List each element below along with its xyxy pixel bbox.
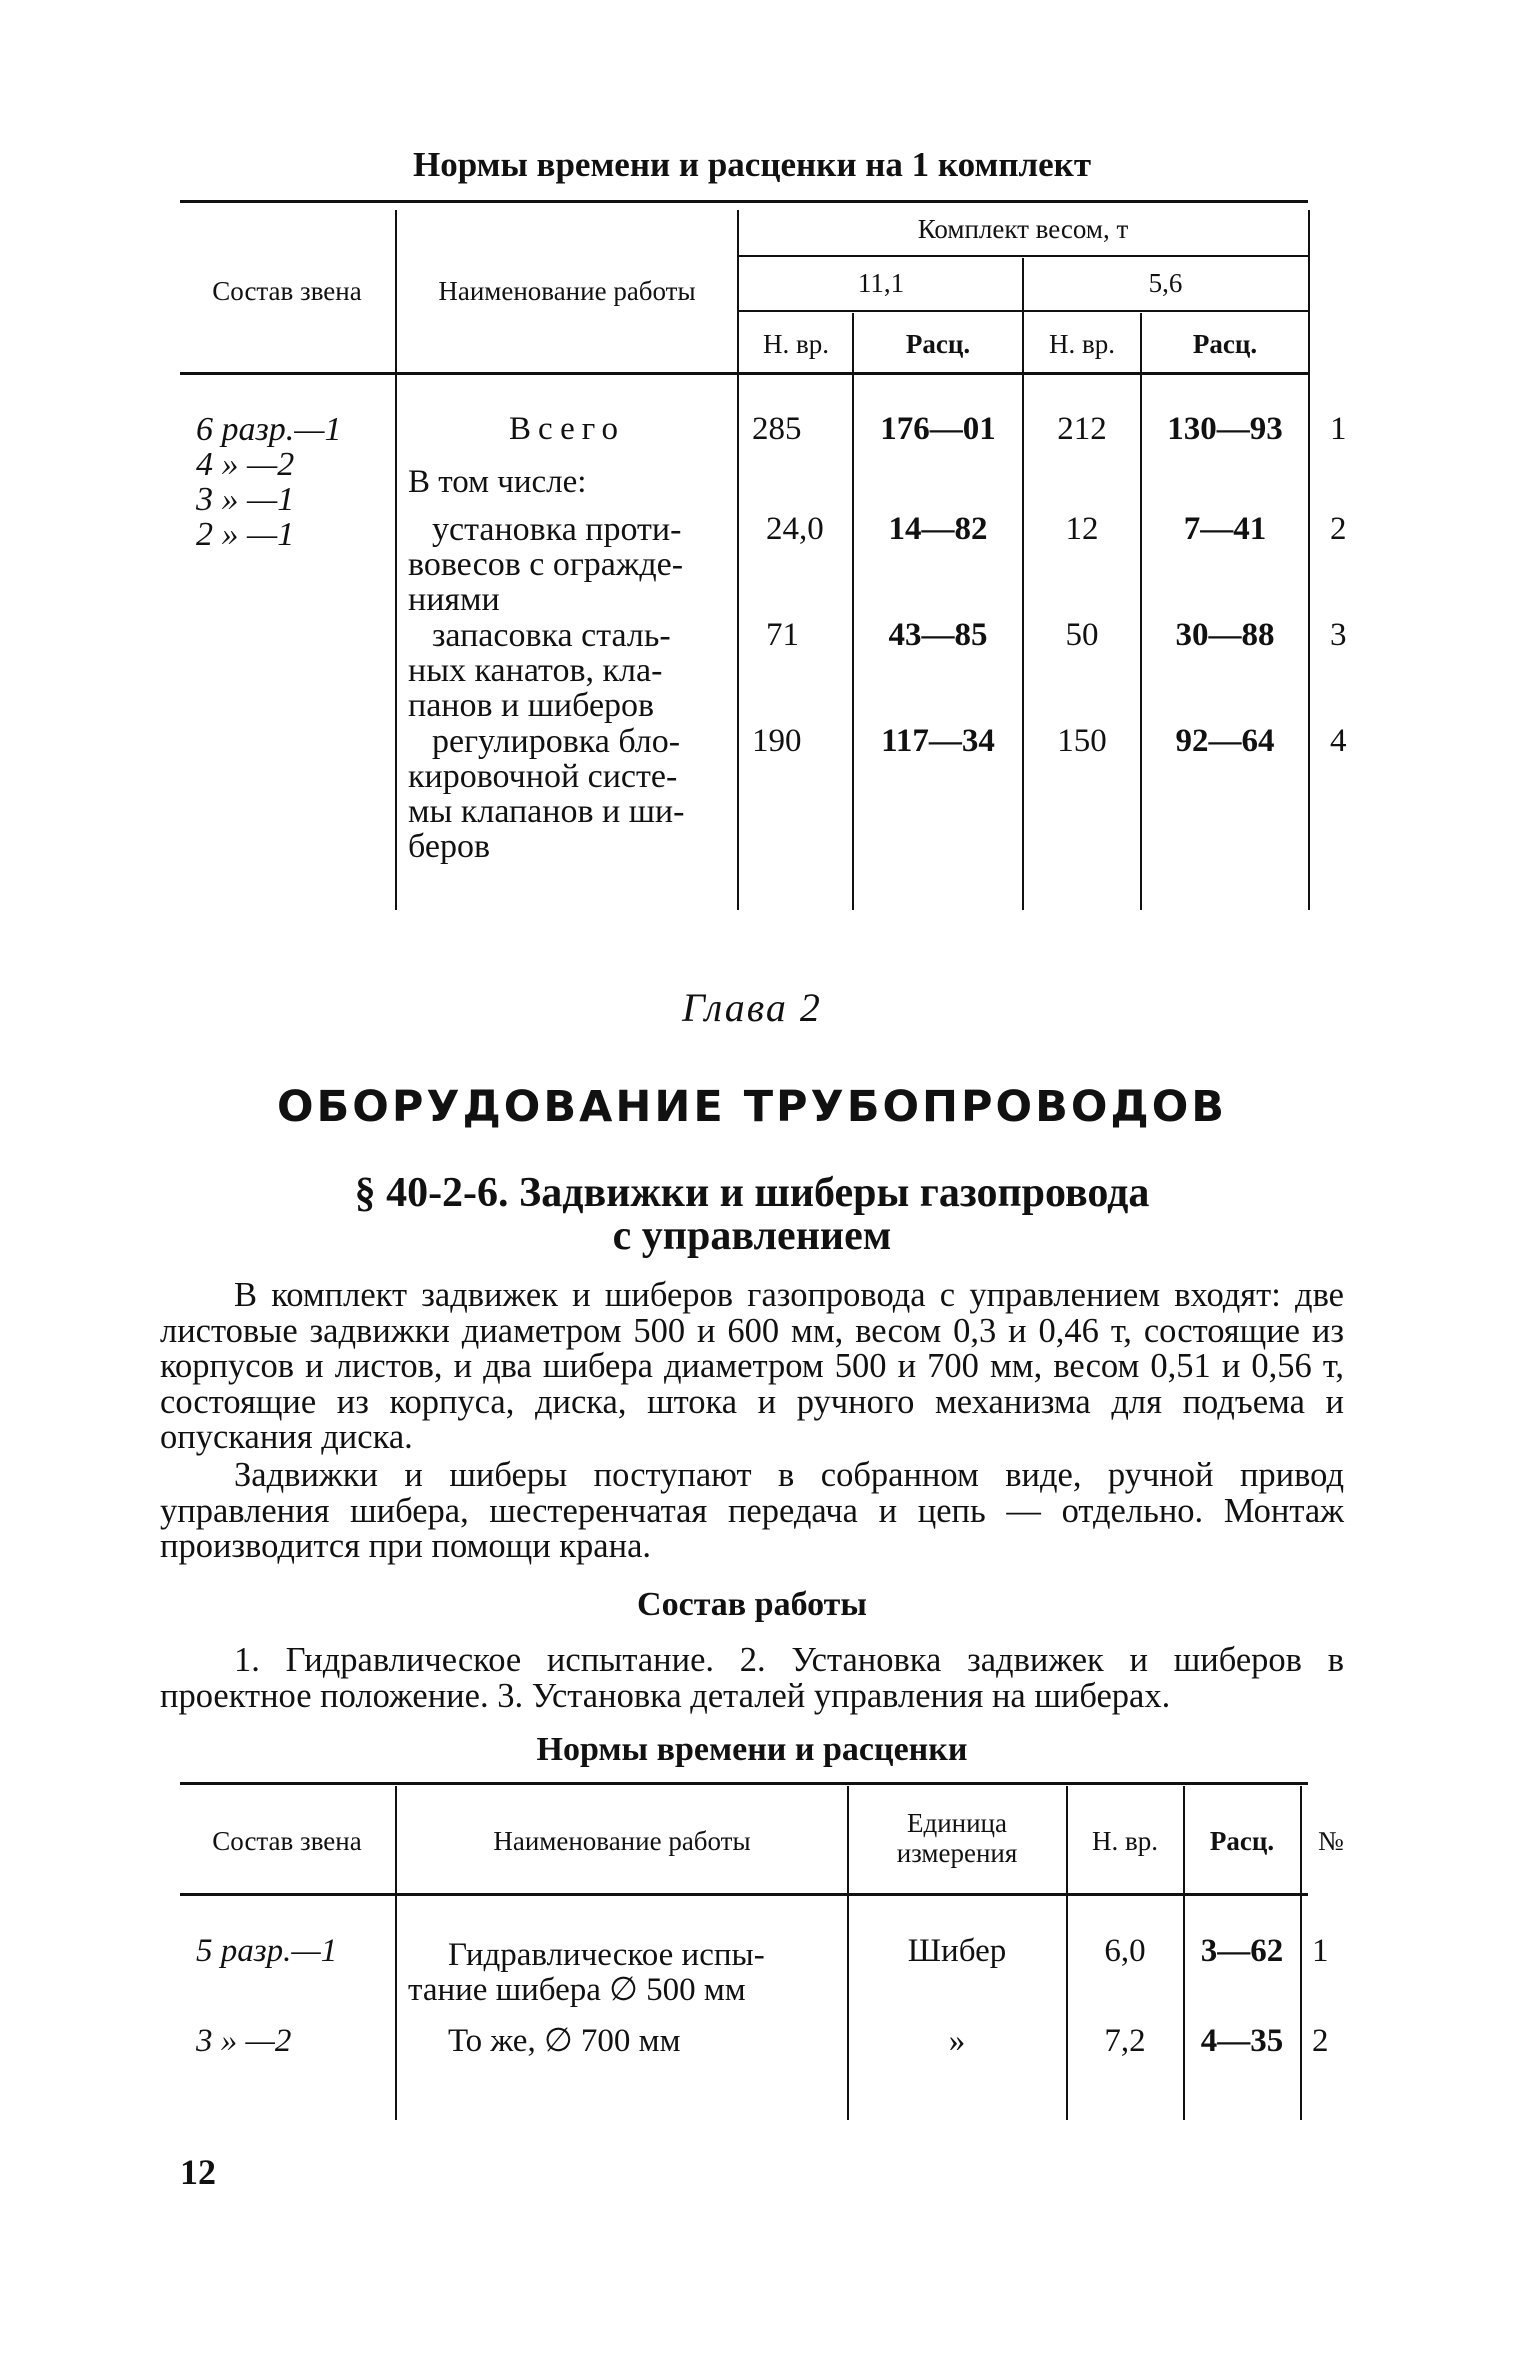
table1-header-set-weight: Комплект весом, т	[917, 214, 1129, 244]
table1-top-rule	[180, 200, 1308, 203]
table1-title: Нормы времени и расценки на 1 комплект	[412, 145, 1092, 184]
work-line: беров	[408, 828, 490, 865]
crew-line: 3 » —1	[196, 481, 295, 518]
table2-col-divider	[1300, 1786, 1302, 2120]
table1-r3-nvr1: 71	[766, 617, 799, 653]
table1-col-divider	[852, 313, 854, 910]
table2-r1-num: 1	[1312, 1933, 1329, 1969]
table2-title: Нормы времени и расценки	[536, 1731, 968, 1768]
table1-work-row4	[408, 724, 684, 864]
chapter-title: ОБОРУДОВАНИЕ ТРУБОПРОВОДОВ	[276, 1082, 1228, 1132]
table1-header-rasc-2: Расц.	[1192, 329, 1258, 359]
table1-header-weight-1: 11,1	[857, 268, 905, 298]
table1-r2-num: 2	[1330, 511, 1347, 547]
table2-r2-work-line1: То же, ∅ 700 мм	[448, 2023, 681, 2059]
composition-text-body: 1. Гидравлическое испытание. 2. Установка задвижек и шиберов в проектное положение. 3. Установка деталей управления на шиберах.	[160, 1641, 1344, 1715]
work-line: кировочной систе-	[408, 758, 678, 795]
table2-r1-nvr: 6,0	[1104, 1933, 1146, 1969]
table1-header-nvr-2: Н. вр.	[1049, 329, 1115, 359]
composition-title: Состав работы	[637, 1586, 867, 1623]
crew-line: 2 » —1	[196, 516, 295, 553]
table1-r1-nvr1: 285	[752, 411, 802, 447]
work-line: ниями	[408, 581, 500, 618]
table2-r2-crew: 3 » —2	[196, 2023, 292, 2059]
table1-r4-rasc2: 92—64	[1175, 723, 1275, 759]
table2-r2-num: 2	[1312, 2023, 1329, 2059]
table1-including-label: В том числе:	[408, 464, 587, 500]
table1-r1-nvr2: 212	[1057, 411, 1107, 447]
table2-r2-unit: »	[948, 2023, 966, 2059]
table2-header-rasc: Расц.	[1209, 1826, 1275, 1856]
table1-col-divider	[1308, 210, 1310, 910]
work-line: установка проти-	[432, 511, 682, 548]
table1-header-bottom-rule	[180, 372, 1308, 375]
table1-header-nvr-1: Н. вр.	[763, 329, 829, 359]
table1-r4-nvr1: 190	[752, 723, 802, 759]
paragraph-1	[160, 1278, 1344, 1456]
table2-r1-work-line2: тание шибера ∅ 500 мм	[408, 1972, 746, 2008]
work-line: ных канатов, кла-	[408, 652, 663, 689]
table1-col-divider	[737, 210, 739, 910]
work-line: регулировка бло-	[432, 723, 681, 760]
table1-header-rasc-1: Расц.	[905, 329, 971, 359]
table2-header-nvr: Н. вр.	[1092, 1826, 1158, 1856]
work-line: мы клапанов и ши-	[408, 793, 685, 830]
page-number: 12	[180, 2152, 216, 2192]
table1-r1-num: 1	[1330, 411, 1347, 447]
table1-work-row2	[408, 512, 683, 617]
table1-r3-num: 3	[1330, 617, 1347, 653]
table1-crew-list	[196, 412, 376, 552]
table2-col-divider	[395, 1786, 397, 2120]
section-title-line2: с управлением	[612, 1213, 892, 1259]
table2-r1-crew: 5 разр.—1	[196, 1933, 338, 1969]
table1-r4-rasc1: 117—34	[881, 723, 995, 759]
table1-r2-nvr1: 24,0	[766, 511, 824, 547]
table1-weight-rule	[738, 255, 1308, 257]
table1-r4-num: 4	[1330, 723, 1347, 759]
table2-header-bottom-rule	[180, 1893, 1308, 1896]
paragraph-2	[160, 1458, 1344, 1565]
table1-r4-nvr2: 150	[1057, 723, 1107, 759]
table1-r1-rasc1: 176—01	[880, 411, 996, 447]
work-line: запасовка сталь-	[432, 617, 671, 654]
work-line: вовесов с огражде-	[408, 546, 684, 583]
section-title-line1: § 40-2-6. Задвижки и шиберы газопровода	[354, 1170, 1150, 1216]
table2-r2-nvr: 7,2	[1104, 2023, 1146, 2059]
table2-r1-work-line1: Гидравлическое испы-	[448, 1937, 765, 1973]
chapter-label: Глава 2	[682, 985, 822, 1030]
composition-text	[160, 1643, 1344, 1714]
table1-r2-nvr2: 12	[1065, 511, 1099, 547]
table2-r1-unit: Шибер	[907, 1933, 1007, 1969]
table1-r3-rasc1: 43—85	[888, 617, 988, 653]
table1-header-weight-2: 5,6	[1148, 268, 1183, 298]
table1-r2-rasc1: 14—82	[888, 511, 988, 547]
table1-r1-rasc2: 130—93	[1167, 411, 1283, 447]
paragraph-1-text: В комплект задвижек и шиберов газопровода с управлением входят: две листовые задвижки диаметром 500 и 600 мм, весом 0,3 и 0,46 т, состоящие из корпусов и листов, и два шибера диаметром 500 и 700 мм, весом 0,51 и 0,56 т, состоящие из корпуса, диска, штока и ручного механизма для подъема и опускания диска.	[160, 1276, 1344, 1456]
table1-r2-rasc2: 7—41	[1183, 511, 1267, 547]
table2-header-crew: Состав звена	[212, 1826, 362, 1856]
table2-header-unit-line1: Единица	[906, 1808, 1007, 1838]
table1-total-label: Всего	[509, 411, 625, 447]
table2-header-num: №	[1318, 1826, 1344, 1856]
table1-header-work: Наименование работы	[438, 276, 696, 306]
table2-r1-rasc: 3—62	[1200, 1933, 1284, 1969]
table1-header-crew: Состав звена	[212, 276, 362, 306]
table1-work-row3	[408, 618, 671, 723]
table2-header-unit-line2: измерения	[896, 1838, 1018, 1868]
paragraph-2-text: Задвижки и шиберы поступают в собранном виде, ручной привод управления шибера, шестеренчатая передача и цепь — отдельно. Монтаж производится при помощи крана.	[160, 1456, 1344, 1565]
table1-r3-rasc2: 30—88	[1175, 617, 1275, 653]
table1-r3-nvr2: 50	[1065, 617, 1099, 653]
table2-header-work: Наименование работы	[493, 1826, 751, 1856]
table2-top-rule	[180, 1782, 1308, 1785]
crew-line: 4 » —2	[196, 446, 295, 483]
table1-col-divider	[395, 210, 397, 910]
table2-r2-rasc: 4—35	[1200, 2023, 1284, 2059]
crew-line: 6 разр.—1	[196, 411, 342, 448]
work-line: панов и шиберов	[408, 687, 655, 724]
table1-col-divider	[1140, 313, 1142, 910]
